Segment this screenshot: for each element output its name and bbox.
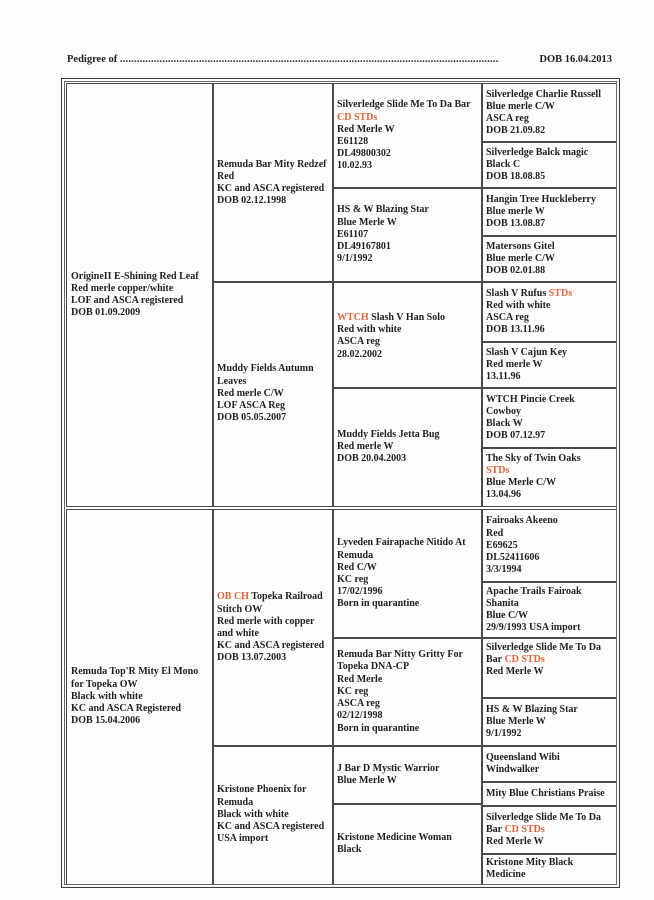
dog-name: Muddy Fields Jetta Bug	[337, 428, 440, 440]
dog-name: Silverledge Balck magic	[486, 146, 589, 158]
gen4-cell-12	[481, 697, 617, 747]
dog-detail: Red Merle W	[486, 836, 544, 848]
dog-detail: 9/1/1992	[337, 253, 373, 265]
dog-name: Mity Blue Christians Praise	[486, 787, 605, 799]
dog-detail: 3/3/1994	[486, 564, 522, 576]
dog-detail: Blue Merle W	[337, 216, 397, 228]
dog-detail: Blue merle C/W	[486, 252, 555, 264]
dog-detail: KC and ASCA registered	[217, 640, 325, 652]
dog-detail: Red merle C/W	[217, 387, 284, 399]
dog-detail: KC and ASCA registered	[217, 821, 325, 833]
dog-detail: Black with white	[71, 690, 143, 702]
pedigree-of-label: Pedigree of	[67, 54, 118, 65]
dog-detail: ASCA reg	[486, 113, 529, 124]
gen4-cell-14	[481, 781, 617, 807]
gen2-cell-1	[212, 83, 334, 283]
dog-detail: KC reg	[337, 574, 369, 585]
dog-name-line	[486, 288, 612, 300]
dog-detail: ASCA reg	[486, 312, 529, 323]
dog-name: Remuda Bar Mity Redzef	[217, 158, 327, 170]
dog-detail: LOF and ASCA registered	[71, 295, 184, 306]
dog-detail: KC and ASCA Registered	[71, 703, 182, 715]
gen4-cell-6	[481, 341, 617, 389]
dog-detail: DOB 15.04.2006	[71, 715, 141, 727]
dog-name: Apache Trails Fairoak Shanita	[486, 585, 582, 609]
sire-cell	[66, 83, 214, 507]
dog-detail: Red with white	[337, 324, 402, 336]
dog-detail: DOB 01.09.2009	[71, 307, 141, 319]
dog-name: OrigineII E-Shining Red Leaf	[71, 270, 199, 282]
dog-detail: Red	[217, 170, 235, 182]
pedigree-header	[67, 54, 612, 65]
gen3-cell-7	[332, 745, 483, 805]
dog-detail: Blue Merle W	[337, 775, 397, 786]
dog-detail: E61107	[337, 228, 369, 240]
dog-name: HS & W Blazing Star	[337, 204, 429, 216]
gen3-cell-3	[332, 281, 483, 389]
dog-name: Slash V Cajun Key	[486, 346, 568, 358]
dog-detail: Black W	[486, 418, 523, 429]
dog-name: Silverledge Slide Me To Da Bar	[337, 99, 471, 111]
dog-detail: Blue merle C/W	[486, 100, 555, 112]
gen4-cell-7	[481, 387, 617, 449]
dog-name: Muddy Fields Autumn Leaves	[217, 363, 314, 387]
gen3-cell-1	[332, 83, 483, 189]
dog-detail: DL52411606	[486, 552, 540, 564]
dog-name: Lyveden Fairapache Nitido At Remuda	[337, 537, 466, 561]
dog-detail: DOB 18.08.85	[486, 171, 546, 183]
gen3-cell-4	[332, 387, 483, 507]
dog-detail: ASCA reg	[337, 698, 380, 710]
dog-detail: 10.02.93	[337, 160, 372, 172]
dog-detail: ASCA reg	[337, 336, 380, 348]
dog-detail: DOB 05.05.2007	[217, 412, 287, 424]
dog-name: Kristone Mity Black Medicine	[486, 856, 574, 880]
dog-detail: Red Merle W	[486, 666, 544, 678]
dog-name: J Bar D Mystic Warrior	[337, 762, 440, 774]
dog-detail: Blue merle W	[486, 205, 545, 217]
dog-name: Matersons Gitel	[486, 240, 555, 252]
dog-detail: 17/02/1996	[337, 586, 383, 598]
dog-name-line	[217, 591, 329, 615]
dog-detail: USA import	[217, 833, 269, 845]
dog-detail: Black	[337, 844, 362, 855]
dog-detail: Red Merle W	[337, 123, 395, 135]
dog-detail: DOB 07.12.97	[486, 430, 546, 442]
dog-detail: KC reg	[337, 685, 369, 697]
dog-name: Remuda Top'R Mity El Mono for Topeka OW	[71, 666, 199, 690]
dam-cell	[66, 509, 214, 885]
header-dob: DOB 16.04.2013	[539, 54, 612, 65]
dog-detail: Red merle with copper and white	[217, 615, 315, 639]
dog-name-line	[337, 312, 478, 324]
dog-detail: Black with white	[217, 808, 289, 820]
dog-detail: DOB 02.12.1998	[217, 195, 287, 207]
dog-name: Silverledge Slide Me To Da Bar	[486, 642, 601, 666]
dog-detail: Red C/W	[337, 561, 377, 573]
dog-name-line	[337, 99, 478, 123]
dog-detail: 29/9/1993 USA import	[486, 622, 581, 634]
gen4-cell-8	[481, 447, 617, 507]
dog-name: Silverledge Charlie Russell	[486, 88, 601, 100]
dog-name: Remuda Bar Nitty Gritty For Topeka DNA-CP	[337, 649, 463, 673]
gen4-cell-11	[481, 637, 617, 699]
dog-detail: Blue C/W	[486, 610, 528, 621]
dog-detail: 28.02.2002	[337, 348, 382, 360]
dog-name: Hangin Tree Huckleberry	[486, 193, 596, 205]
dog-detail: DOB 21.09.82	[486, 125, 546, 137]
dog-name-line	[486, 642, 612, 666]
dog-detail: Red Merle	[337, 673, 383, 685]
gen4-cell-13	[481, 745, 617, 783]
gen3-cell-2	[332, 187, 483, 283]
title-suffix: CD STDs	[337, 111, 378, 123]
dog-detail: DL49167801	[337, 241, 391, 253]
gen4-cell-1	[481, 83, 617, 143]
title-suffix: STDs	[486, 464, 510, 476]
dog-name: Kristone Phoenix for Remuda	[217, 784, 307, 808]
dog-name: The Sky of Twin Oaks	[486, 452, 581, 464]
dog-detail: 02/12/1998	[337, 710, 383, 722]
dog-name: Queensland Wibi Windwalker	[486, 751, 560, 775]
gen4-cell-15	[481, 805, 617, 855]
gen2-cell-2	[212, 281, 334, 507]
dog-name: WTCH Pincie Creek Cowboy	[486, 393, 575, 417]
dog-detail: DL49800302	[337, 148, 391, 160]
dog-detail: DOB 13.11.96	[486, 324, 545, 336]
dog-detail: Red merle W	[486, 358, 543, 370]
gen4-cell-2	[481, 141, 617, 189]
gen2-cell-4	[212, 745, 334, 885]
title-prefix: OB CH	[217, 591, 249, 603]
dog-detail: Blue Merle W	[486, 715, 546, 727]
title-prefix: WTCH	[337, 312, 369, 323]
dog-detail: 9/1/1992	[486, 728, 522, 740]
dog-name: HS & W Blazing Star	[486, 703, 578, 715]
dog-detail: Red with white	[486, 299, 551, 311]
gen4-cell-9	[481, 509, 617, 583]
dog-name: Slash V Han Solo	[371, 312, 446, 323]
pedigree-table	[61, 78, 620, 888]
dog-name: Kristone Medicine Woman	[337, 831, 452, 843]
dog-detail: Red	[486, 527, 504, 539]
dog-detail: DOB 02.01.88	[486, 265, 546, 277]
gen4-cell-5	[481, 281, 617, 343]
dog-detail: Blue Merle C/W	[486, 477, 556, 488]
dog-name: Fairoaks Akeeno	[486, 515, 558, 527]
dog-detail: LOF ASCA Reg	[217, 400, 285, 412]
dog-name-line	[486, 812, 612, 836]
title-suffix: CD STDs	[504, 823, 545, 835]
dog-detail: 13.11.96	[486, 371, 521, 383]
dog-detail: DOB 20.04.2003	[337, 453, 407, 465]
dog-detail: E69625	[486, 539, 518, 551]
gen4-cell-3	[481, 187, 617, 237]
dog-detail: 13.04.96	[486, 489, 521, 501]
gen3-cell-6	[332, 637, 483, 747]
dog-name: Silverledge Slide Me To Da Bar	[486, 811, 601, 835]
gen4-cell-4	[481, 235, 617, 283]
dog-detail: E61128	[337, 136, 369, 147]
title-suffix: CD STDs	[504, 654, 545, 666]
dog-detail: Red merle W	[337, 440, 394, 452]
dog-name: Topeka Railroad Stitch OW	[217, 591, 323, 615]
title-suffix: STDs	[548, 287, 573, 299]
dog-detail: Born in quarantine	[337, 722, 420, 734]
dog-detail: DOB 13.07.2003	[217, 652, 287, 664]
dog-detail: Black C	[486, 158, 521, 170]
dog-detail: KC and ASCA registered	[217, 183, 325, 194]
gen3-cell-8	[332, 803, 483, 885]
gen4-cell-10	[481, 581, 617, 639]
dog-detail: Born in quarantine	[337, 598, 420, 610]
dog-name: Slash V Rufus	[486, 287, 547, 299]
dog-detail: DOB 13.08.87	[486, 218, 546, 230]
gen2-cell-3	[212, 509, 334, 747]
gen3-cell-5	[332, 509, 483, 639]
dog-detail: Red merle copper/white	[71, 282, 174, 294]
gen4-cell-16	[481, 853, 617, 885]
name-fill-line: ......................................................................................................................................	[119, 54, 499, 65]
